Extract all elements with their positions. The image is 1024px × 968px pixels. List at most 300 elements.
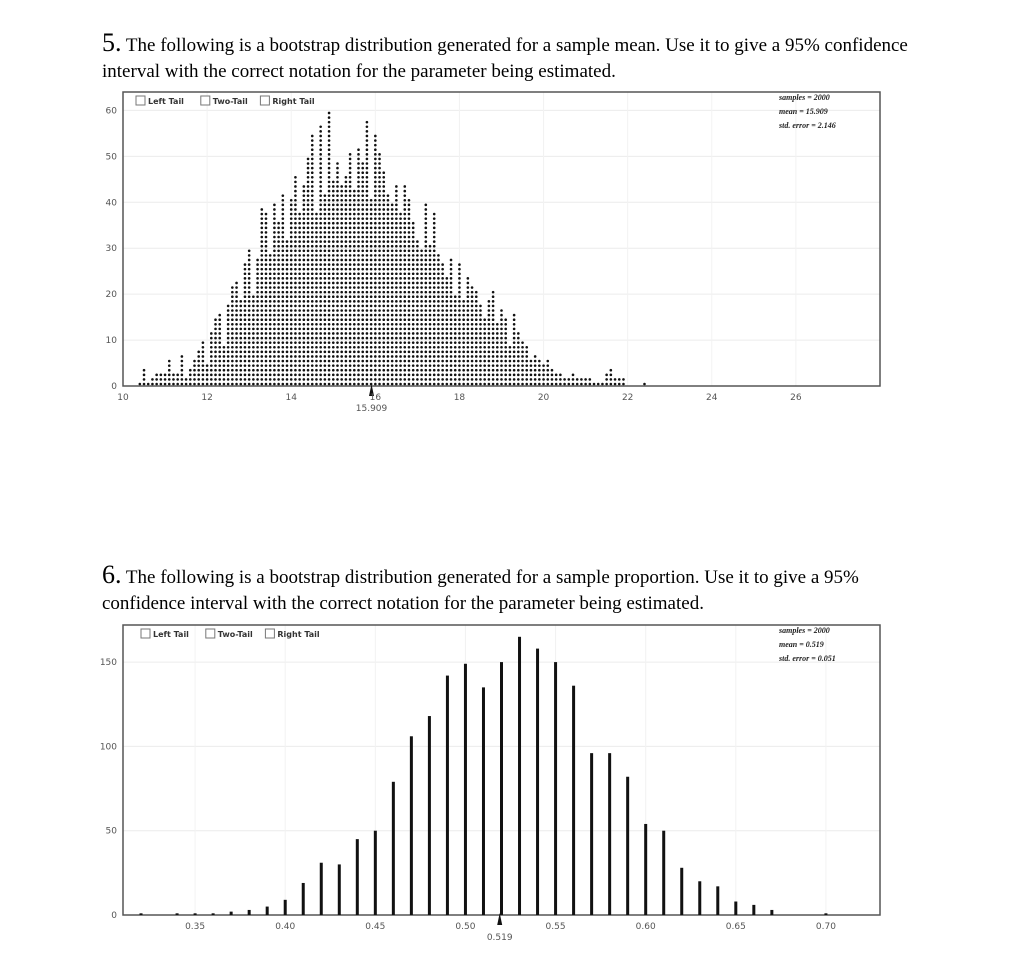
data-dot [265,217,268,220]
data-dot [345,240,348,243]
x-tick-label: 0.60 [635,922,656,932]
data-dot [307,323,310,326]
data-dot [403,286,406,289]
data-dot [471,337,474,340]
data-dot [454,318,457,321]
data-dot [454,332,457,335]
data-dot [387,245,390,248]
data-dot [500,318,503,321]
data-dot [513,355,516,358]
data-dot [227,323,230,326]
data-bar [554,662,557,915]
tail-option-checkbox[interactable] [265,629,274,638]
data-dot [315,364,318,367]
data-dot [332,217,335,220]
data-dot [391,337,394,340]
data-dot [277,323,280,326]
data-dot [504,374,507,377]
data-dot [357,337,360,340]
data-dot [319,199,322,202]
data-dot [265,295,268,298]
data-dot [290,364,293,367]
data-dot [437,383,440,386]
data-dot [319,328,322,331]
data-dot [290,204,293,207]
data-bar [302,883,305,915]
data-dot [286,300,289,303]
data-dot [269,355,272,358]
data-dot [374,217,377,220]
data-dot [395,259,398,262]
data-dot [332,369,335,372]
data-dot [328,121,331,124]
data-dot [408,305,411,308]
data-dot [269,369,272,372]
data-dot [403,328,406,331]
data-dot [311,208,314,211]
data-dot [353,360,356,363]
data-dot [471,346,474,349]
data-dot [450,286,453,289]
data-dot [525,364,528,367]
data-dot [336,318,339,321]
data-dot [155,378,158,381]
data-dot [235,351,238,354]
data-dot [374,272,377,275]
data-dot [311,162,314,165]
data-dot [311,167,314,170]
data-dot [546,364,549,367]
data-dot [366,383,369,386]
data-dot [395,286,398,289]
data-dot [382,240,385,243]
data-dot [378,346,381,349]
data-dot [366,213,369,216]
data-dot [353,300,356,303]
data-dot [420,328,423,331]
tail-option-label[interactable]: Left Tail [148,97,184,106]
data-dot [345,217,348,220]
data-dot [454,360,457,363]
data-dot [382,213,385,216]
tail-option-label[interactable]: Left Tail [153,630,189,639]
data-dot [425,249,428,252]
data-dot [340,314,343,317]
data-dot [298,300,301,303]
data-dot [294,263,297,266]
data-dot [336,162,339,165]
data-dot [231,341,234,344]
data-dot [399,245,402,248]
data-dot [349,272,352,275]
data-dot [265,222,268,225]
data-dot [307,364,310,367]
data-dot [441,282,444,285]
dot-column [576,378,579,385]
data-dot [391,231,394,234]
data-dot [260,227,263,230]
data-dot [286,314,289,317]
data-dot [328,240,331,243]
data-dot [307,360,310,363]
data-bar [500,662,503,915]
data-dot [315,323,318,326]
data-dot [286,272,289,275]
data-dot [408,249,411,252]
data-dot [378,341,381,344]
data-dot [433,286,436,289]
data-dot [408,300,411,303]
data-dot [273,222,276,225]
data-dot [395,378,398,381]
data-dot [382,351,385,354]
data-dot [218,337,221,340]
data-dot [328,190,331,193]
data-dot [303,374,306,377]
data-dot [319,341,322,344]
data-dot [479,351,482,354]
data-dot [521,378,524,381]
data-dot [319,176,322,179]
data-dot [307,378,310,381]
data-dot [580,383,583,386]
data-dot [391,222,394,225]
data-dot [349,374,352,377]
data-dot [467,314,470,317]
data-dot [286,245,289,248]
data-dot [483,341,486,344]
data-dot [265,369,268,372]
data-dot [361,291,364,294]
data-dot [425,351,428,354]
data-dot [572,383,575,386]
data-dot [311,204,314,207]
data-dot [458,272,461,275]
data-dot [378,282,381,285]
data-dot [399,227,402,230]
data-dot [239,309,242,312]
tail-option-label[interactable]: Right Tail [272,97,315,106]
dot-column [475,291,478,385]
data-dot [387,282,390,285]
x-tick-label: 0.50 [455,922,476,932]
data-dot [382,282,385,285]
data-dot [252,300,255,303]
data-dot [408,227,411,230]
data-dot [458,323,461,326]
data-dot [235,378,238,381]
data-dot [458,360,461,363]
data-dot [483,328,486,331]
data-dot [315,355,318,358]
data-dot [412,240,415,243]
data-dot [324,249,327,252]
data-dot [294,240,297,243]
data-dot [374,222,377,225]
data-dot [441,364,444,367]
data-dot [378,240,381,243]
data-dot [282,323,285,326]
tail-option-label[interactable]: Two-Tail [212,97,248,106]
tail-option-checkbox[interactable] [141,629,150,638]
data-dot [214,355,217,358]
data-dot [450,272,453,275]
data-dot [235,355,238,358]
data-dot [298,217,301,220]
data-dot [265,282,268,285]
data-dot [408,272,411,275]
data-dot [269,323,272,326]
data-dot [416,309,419,312]
data-dot [475,318,478,321]
data-dot [433,227,436,230]
data-dot [433,318,436,321]
data-dot [399,341,402,344]
data-dot [336,213,339,216]
data-dot [340,259,343,262]
data-dot [319,130,322,133]
data-dot [433,300,436,303]
data-dot [408,332,411,335]
data-dot [353,305,356,308]
tail-option-label[interactable]: Two-Tail [217,630,253,639]
data-dot [248,328,251,331]
data-dot [366,263,369,266]
data-dot [408,314,411,317]
data-dot [319,208,322,211]
data-dot [294,259,297,262]
data-dot [420,351,423,354]
data-dot [509,364,512,367]
data-dot [303,277,306,280]
data-dot [277,254,280,257]
tail-option-checkbox[interactable] [260,96,269,105]
y-tick-label: 50 [105,826,117,837]
data-dot [265,346,268,349]
data-dot [265,268,268,271]
tail-option-label[interactable]: Right Tail [277,630,320,639]
dot-column [311,135,314,386]
data-dot [416,282,419,285]
data-dot [357,167,360,170]
data-dot [319,360,322,363]
data-dot [441,263,444,266]
data-dot [395,369,398,372]
data-bar [248,910,251,915]
data-dot [328,181,331,184]
data-dot [425,305,428,308]
data-dot [248,332,251,335]
data-dot [429,254,432,257]
data-dot [227,305,230,308]
data-dot [214,332,217,335]
data-dot [298,337,301,340]
data-dot [353,190,356,193]
data-dot [462,374,465,377]
data-dot [366,158,369,161]
data-dot [399,295,402,298]
data-dot [403,208,406,211]
data-dot [265,249,268,252]
data-dot [336,204,339,207]
data-dot [357,291,360,294]
data-dot [542,369,545,372]
tail-option-checkbox[interactable] [136,96,145,105]
dot-column [572,374,575,386]
dot-column [584,378,587,385]
data-dot [504,355,507,358]
data-dot [319,236,322,239]
data-dot [328,328,331,331]
data-dot [521,374,524,377]
data-dot [294,305,297,308]
data-dot [433,328,436,331]
data-dot [441,328,444,331]
data-dot [315,374,318,377]
data-dot [336,286,339,289]
data-dot [214,360,217,363]
dot-column [513,314,516,386]
data-dot [429,383,432,386]
data-dot [223,364,226,367]
data-dot [437,369,440,372]
data-dot [395,323,398,326]
data-dot [357,318,360,321]
data-dot [357,355,360,358]
data-dot [429,337,432,340]
data-dot [260,277,263,280]
data-dot [433,217,436,220]
data-dot [303,332,306,335]
data-dot [395,332,398,335]
data-dot [374,383,377,386]
data-dot [441,323,444,326]
data-dot [290,374,293,377]
data-dot [395,249,398,252]
data-dot [408,199,411,202]
data-dot [454,383,457,386]
data-dot [467,378,470,381]
data-dot [488,309,491,312]
data-dot [294,337,297,340]
data-dot [387,199,390,202]
data-dot [290,286,293,289]
data-dot [509,346,512,349]
data-dot [294,176,297,179]
data-dot [349,346,352,349]
data-dot [387,295,390,298]
data-dot [420,259,423,262]
data-dot [265,360,268,363]
data-dot [307,383,310,386]
data-dot [370,291,373,294]
data-dot [467,360,470,363]
data-dot [273,240,276,243]
data-dot [260,245,263,248]
data-dot [324,314,327,317]
data-dot [252,355,255,358]
data-dot [286,318,289,321]
data-dot [416,378,419,381]
data-dot [378,268,381,271]
data-dot [412,369,415,372]
data-dot [307,259,310,262]
dot-column [164,374,167,386]
dot-column [387,194,390,385]
data-dot [349,213,352,216]
dot-column [462,300,465,385]
dot-column [176,374,179,386]
tail-option-checkbox[interactable] [206,629,215,638]
data-dot [349,259,352,262]
data-dot [248,286,251,289]
data-dot [298,305,301,308]
data-dot [467,282,470,285]
data-dot [244,351,247,354]
data-dot [290,295,293,298]
data-dot [391,332,394,335]
data-dot [349,245,352,248]
data-dot [450,383,453,386]
data-dot [403,282,406,285]
x-tick-label: 12 [201,393,213,403]
data-dot [336,369,339,372]
data-dot [488,323,491,326]
data-dot [269,277,272,280]
data-dot [382,291,385,294]
data-dot [307,208,310,211]
data-dot [450,318,453,321]
data-dot [458,369,461,372]
dot-column [412,222,415,385]
data-dot [328,360,331,363]
tail-option-checkbox[interactable] [201,96,210,105]
data-dot [538,378,541,381]
data-dot [332,346,335,349]
data-dot [286,351,289,354]
data-dot [282,240,285,243]
data-dot [593,383,596,386]
data-dot [420,286,423,289]
data-dot [382,378,385,381]
data-dot [403,185,406,188]
data-dot [265,231,268,234]
data-dot [467,332,470,335]
data-dot [303,204,306,207]
data-dot [382,346,385,349]
data-dot [517,332,520,335]
data-dot [336,185,339,188]
data-dot [378,309,381,312]
data-dot [336,355,339,358]
data-dot [504,337,507,340]
data-dot [416,268,419,271]
data-dot [282,217,285,220]
data-dot [378,383,381,386]
data-dot [218,332,221,335]
data-dot [454,346,457,349]
data-dot [420,383,423,386]
data-dot [361,171,364,174]
data-dot [168,364,171,367]
dot-column [622,378,625,385]
data-dot [298,318,301,321]
x-tick-label: 0.65 [725,922,746,932]
data-dot [471,374,474,377]
data-dot [483,383,486,386]
data-dot [370,249,373,252]
data-dot [425,231,428,234]
